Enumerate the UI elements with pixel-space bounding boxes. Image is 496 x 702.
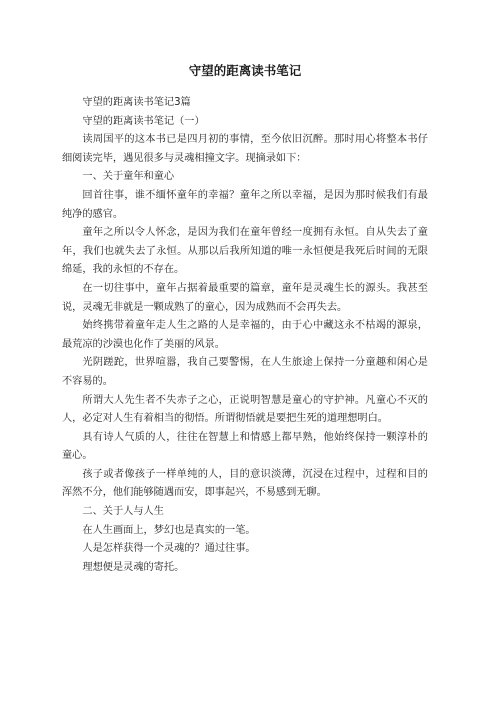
paragraph: 在一切往事中，童年占据着最重要的篇章，童年是灵魂生长的源头。我甚至说，灵魂无非就是一颗成熟了的童心，因为成熟而不会再失去。 xyxy=(62,282,428,313)
paragraph: 具有诗人气质的人，往往在智慧上和情感上都早熟，他始终保持一颗淳朴的童心。 xyxy=(62,431,428,462)
paragraph: 守望的距离读书笔记3篇 xyxy=(82,97,191,108)
paragraph: 童年之所以令人怀念，是因为我们在童年曾经一度拥有永恒。自从失去了童年，我们也就失去了永恒。从那以后我所知道的唯一永恒便是我死后时间的无限绵延，我的永恒的不存在。 xyxy=(62,227,428,276)
paragraph: 守望的距离读书笔记（一） xyxy=(82,115,205,127)
section-heading: 一、关于童年和童心 xyxy=(82,171,175,183)
paragraph: 始终携带着童年走人生之路的人是幸福的，由于心中藏这永不枯竭的源泉，最荒凉的沙漠也化作了美丽的风景。 xyxy=(62,320,428,350)
paragraph: 人是怎样获得一个灵魂的？通过往事。 xyxy=(82,543,256,555)
document-title: 守望的距离读书笔记 xyxy=(188,63,302,78)
section-heading: 二、关于人与人生 xyxy=(82,506,164,518)
paragraph: 光阴蹉跎，世界喧嚣，我自己要警惕，在人生旅途上保持一分童趣和闲心是不容易的。 xyxy=(62,357,428,387)
paragraph: 在人生画面上，梦幻也是真实的一笔。 xyxy=(82,524,256,536)
paragraph: 回首往事，谁不缅怀童年的幸福？童年之所以幸福，是因为那时候我们有最纯净的感官。 xyxy=(62,189,428,220)
paragraph: 孩子或者像孩子一样单纯的人，目的意识淡薄，沉浸在过程中，过程和目的浑然不分，他们能够随遇而安，即事起兴，不易感到无聊。 xyxy=(62,468,428,499)
document-body xyxy=(62,94,428,577)
paragraph: 读周国平的这本书已是四月初的事情，至今依旧沉醉。那时用心将整本书仔细阅读完毕，遇见很多与灵魂相撞文字。现摘录如下： xyxy=(62,134,428,164)
paragraph: 所谓大人先生者不失赤子之心，正说明智慧是童心的守护神。凡童心不灭的人，必定对人生有着相当的彻悟。所谓彻悟就是要把生死的道理想明白。 xyxy=(62,394,428,425)
paragraph: 理想便是灵魂的寄托。 xyxy=(82,561,185,573)
